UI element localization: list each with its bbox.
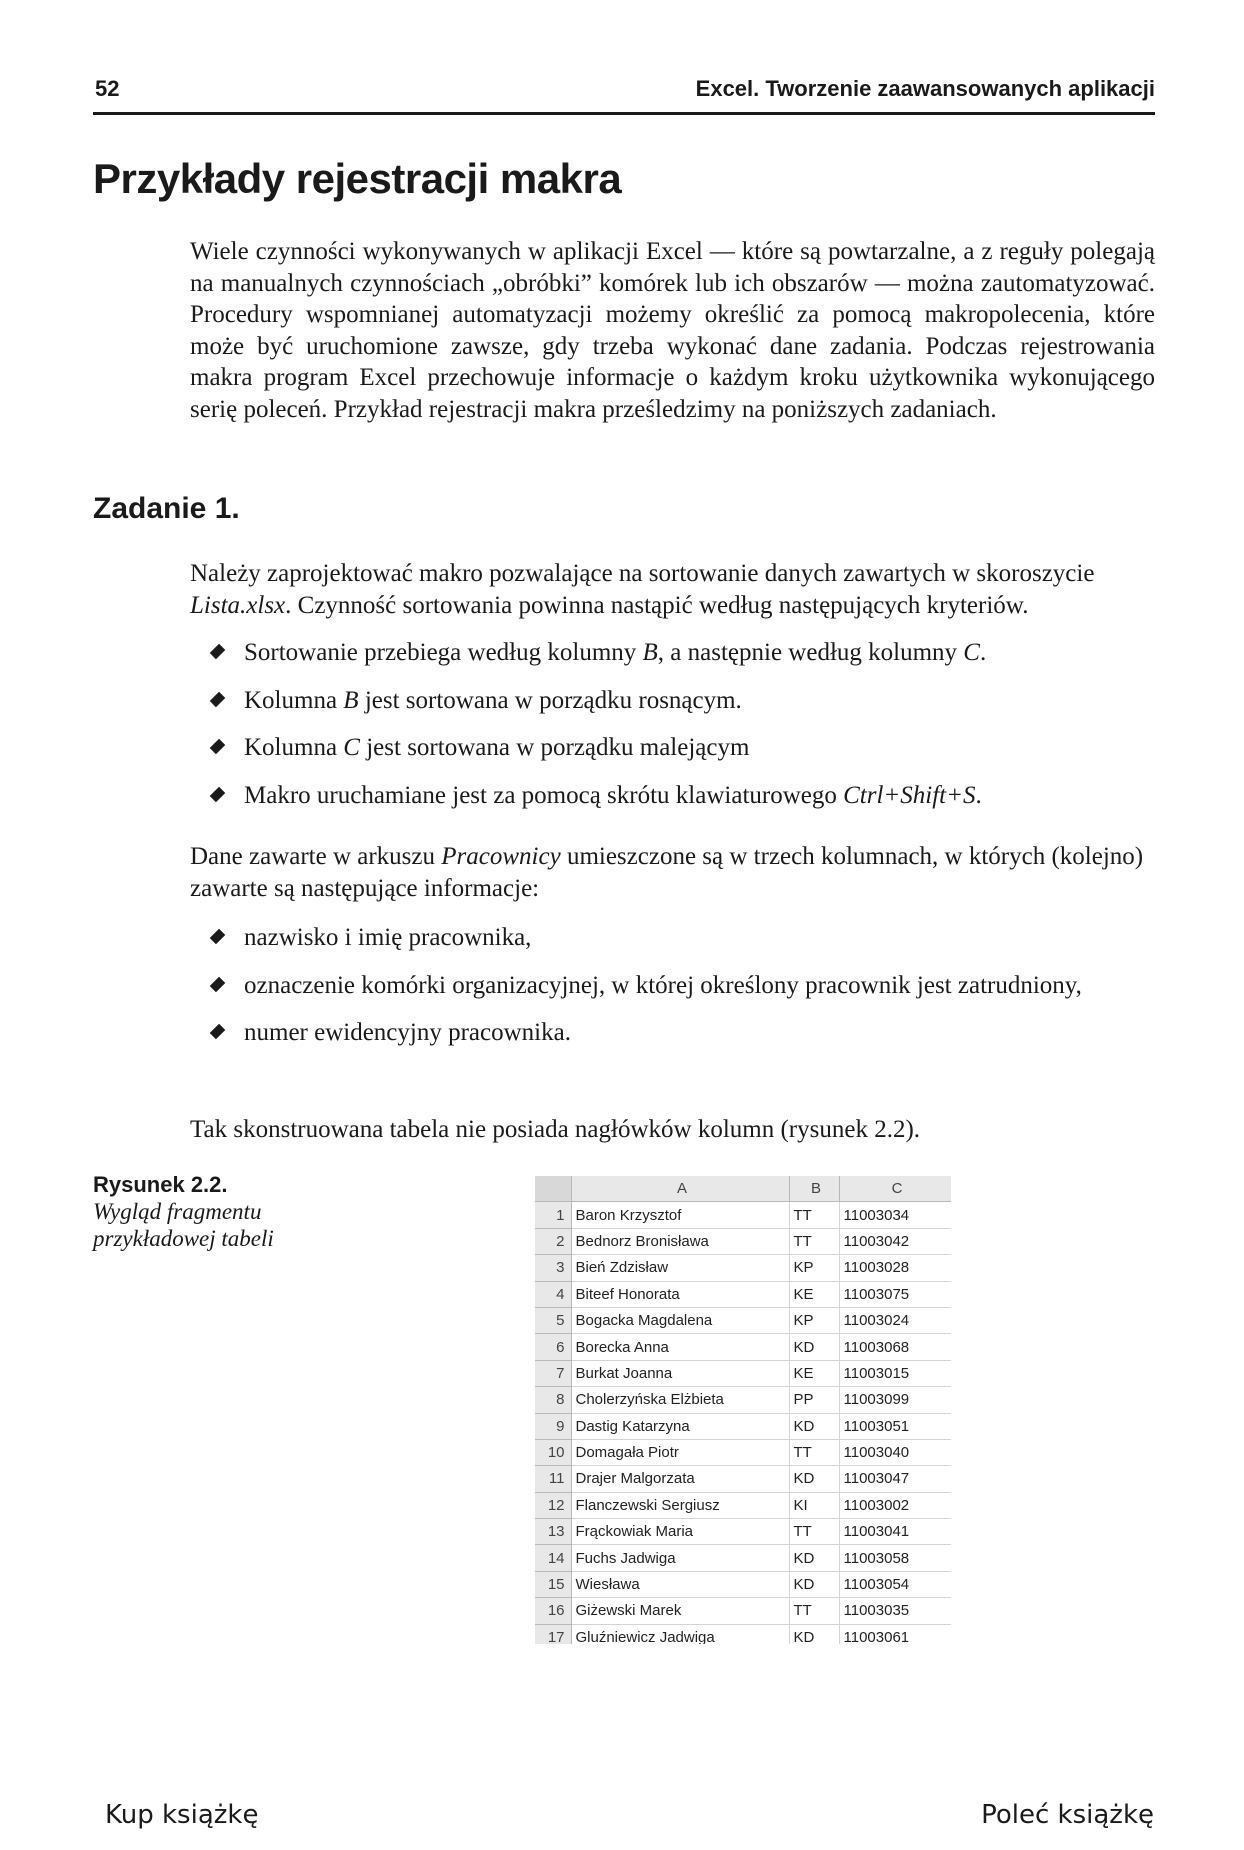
table-cell: KE: [789, 1281, 839, 1307]
table-row: [535, 1387, 951, 1413]
table-row: [535, 1255, 951, 1281]
table-cell: Gluźniewicz Jadwiga: [571, 1624, 789, 1644]
table-cell: 11003034: [839, 1202, 951, 1228]
table-cell: Fuchs Jadwiga: [571, 1545, 789, 1571]
table-cell: KE: [789, 1360, 839, 1386]
row-number: 7: [535, 1360, 571, 1386]
row-number: 1: [535, 1202, 571, 1228]
file-name: Lista.xlsx: [190, 591, 286, 619]
column-header-b: B: [789, 1176, 839, 1202]
table-row: [535, 1571, 951, 1597]
table-row: [535, 1413, 951, 1439]
diamond-bullet-icon: [210, 691, 226, 707]
row-number: 6: [535, 1334, 571, 1360]
column-header-a: A: [571, 1176, 789, 1202]
row-number: 13: [535, 1519, 571, 1545]
table-cell: Baron Krzysztof: [571, 1202, 789, 1228]
list-item: Makro uruchamiane jest za pomocą skrótu klawiaturowego Ctrl+Shift+S.: [212, 780, 1112, 812]
table-row: [535, 1598, 951, 1624]
table-cell: 11003061: [839, 1624, 951, 1644]
table-cell: TT: [789, 1202, 839, 1228]
table-cell: 11003047: [839, 1466, 951, 1492]
row-number: 4: [535, 1281, 571, 1307]
row-number: 10: [535, 1439, 571, 1465]
table-row: [535, 1545, 951, 1571]
table-cell: TT: [789, 1228, 839, 1254]
sheet-name: Pracownicy: [441, 843, 561, 870]
table-cell: KD: [789, 1334, 839, 1360]
table-cell: KI: [789, 1492, 839, 1518]
table-cell: 11003040: [839, 1439, 951, 1465]
table-cell: 11003058: [839, 1545, 951, 1571]
table-cell: Wiesława: [571, 1571, 789, 1597]
row-number: 14: [535, 1545, 571, 1571]
list-item: numer ewidencyjny pracownika.: [212, 1017, 1112, 1049]
table-cell: 11003054: [839, 1571, 951, 1597]
diamond-bullet-icon: [210, 976, 226, 992]
table-row: [535, 1202, 951, 1228]
table-cell: 11003041: [839, 1519, 951, 1545]
row-number: 16: [535, 1598, 571, 1624]
list-item: Kolumna B jest sortowana w porządku rosnącym.: [212, 685, 1112, 717]
table-cell: TT: [789, 1598, 839, 1624]
row-number: 17: [535, 1624, 571, 1644]
column-header-row: [535, 1176, 951, 1202]
table-cell: Dastig Katarzyna: [571, 1413, 789, 1439]
table-cell: Flanczewski Sergiusz: [571, 1492, 789, 1518]
table-cell: Giżewski Marek: [571, 1598, 789, 1624]
running-title: Excel. Tworzenie zaawansowanych aplikacji: [695, 76, 1155, 101]
table-cell: KP: [789, 1255, 839, 1281]
diamond-bullet-icon: [210, 1024, 226, 1040]
table-row: [535, 1492, 951, 1518]
table-row: [535, 1281, 951, 1307]
table-cell: Bogacka Magdalena: [571, 1307, 789, 1333]
table-row: [535, 1466, 951, 1492]
row-number: 15: [535, 1571, 571, 1597]
diamond-bullet-icon: [210, 786, 226, 802]
figure-caption: [93, 1172, 323, 1252]
diamond-bullet-icon: [210, 739, 226, 755]
table-cell: TT: [789, 1439, 839, 1465]
list-item: nazwisko i imię pracownika,: [212, 922, 1112, 954]
table-cell: KP: [789, 1307, 839, 1333]
list-item: oznaczenie komórki organizacyjnej, w której określony pracownik jest zatrudniony,: [212, 970, 1112, 1002]
table-cell: 11003035: [839, 1598, 951, 1624]
table-cell: 11003002: [839, 1492, 951, 1518]
table-cell: KD: [789, 1413, 839, 1439]
row-number: 8: [535, 1387, 571, 1413]
table-cell: Drajer Malgorzata: [571, 1466, 789, 1492]
table-cell: 11003024: [839, 1307, 951, 1333]
row-number: 3: [535, 1255, 571, 1281]
table-row: [535, 1439, 951, 1465]
row-number: 9: [535, 1413, 571, 1439]
row-number: 2: [535, 1228, 571, 1254]
intro-paragraph: Wiele czynności wykonywanych w aplikacji Excel — które są powtarzalne, a z reguły polegają na manualnych czynnościach „obróbki” komórek lub ich obszarów — można zautomatyzować. Procedury wspomnianej automatyzacji możemy określić za pomocą makropolecenia, które może być uruchomione zawsze, gdy trzeba wykonać dane zadania. Podczas rejestrowania makra program Excel przechowuje informacje o każdym kroku użytkownika wykonującego serię poleceń. Przykład rejestracji makra prześledzimy na poniższych zadaniach.: [190, 238, 1155, 423]
table-cell: 11003028: [839, 1255, 951, 1281]
task-title: Zadanie 1.: [93, 492, 240, 525]
table-row: [535, 1624, 951, 1644]
page-number: 52: [95, 76, 120, 101]
table-cell: Biteef Honorata: [571, 1281, 789, 1307]
table-row: [535, 1334, 951, 1360]
table-cell: PP: [789, 1387, 839, 1413]
recommend-book-link[interactable]: Poleć książkę: [981, 1800, 1154, 1830]
columns-info-list: [212, 922, 1112, 1065]
table-cell: KD: [789, 1466, 839, 1492]
list-item: Sortowanie przebiega według kolumny B, a następnie według kolumny C.: [212, 637, 1112, 669]
table-cell: KD: [789, 1624, 839, 1644]
criteria-list: [212, 637, 1112, 827]
table-row: [535, 1228, 951, 1254]
table-row: [535, 1307, 951, 1333]
table-cell: Borecka Anna: [571, 1334, 789, 1360]
table-cell: KD: [789, 1545, 839, 1571]
table-cell: Frąckowiak Maria: [571, 1519, 789, 1545]
figure-description: Wygląd fragmentu przykładowej tabeli: [93, 1199, 274, 1251]
column-header-c: C: [839, 1176, 951, 1202]
list-item: Kolumna C jest sortowana w porządku malejącym: [212, 732, 1112, 764]
buy-book-link[interactable]: Kup książkę: [105, 1800, 259, 1830]
spreadsheet-figure: [535, 1176, 951, 1644]
closing-paragraph: Tak skonstruowana tabela nie posiada nagłówków kolumn (rysunek 2.2).: [190, 1116, 921, 1143]
data-paragraph: Dane zawarte w arkuszu Pracownicy umieszczone są w trzech kolumnach, w których (kolejno) zawarte są następujące informacje:: [190, 843, 1144, 902]
table-cell: 11003051: [839, 1413, 951, 1439]
diamond-bullet-icon: [210, 644, 226, 660]
table-cell: Cholerzyńska Elżbieta: [571, 1387, 789, 1413]
select-all-corner: [535, 1176, 571, 1202]
spreadsheet-table: [535, 1176, 951, 1644]
table-cell: 11003015: [839, 1360, 951, 1386]
table-cell: Domagała Piotr: [571, 1439, 789, 1465]
row-number: 11: [535, 1466, 571, 1492]
row-number: 5: [535, 1307, 571, 1333]
section-title: Przykłady rejestracji makra: [93, 155, 622, 202]
table-row: [535, 1519, 951, 1545]
table-cell: TT: [789, 1519, 839, 1545]
table-cell: Bednorz Bronisława: [571, 1228, 789, 1254]
table-cell: 11003099: [839, 1387, 951, 1413]
page-header: [93, 72, 1155, 115]
row-number: 12: [535, 1492, 571, 1518]
table-cell: Bień Zdzisław: [571, 1255, 789, 1281]
table-cell: KD: [789, 1571, 839, 1597]
figure-label: Rysunek 2.2.: [93, 1172, 228, 1197]
table-row: [535, 1360, 951, 1386]
table-cell: Burkat Joanna: [571, 1360, 789, 1386]
table-cell: 11003068: [839, 1334, 951, 1360]
diamond-bullet-icon: [210, 929, 226, 945]
table-cell: 11003042: [839, 1228, 951, 1254]
table-cell: 11003075: [839, 1281, 951, 1307]
task-paragraph: Należy zaprojektować makro pozwalające na sortowanie danych zawartych w skoroszycie Lista.xlsx. Czynność sortowania powinna nastąpić według następujących kryteriów.: [190, 560, 1095, 619]
